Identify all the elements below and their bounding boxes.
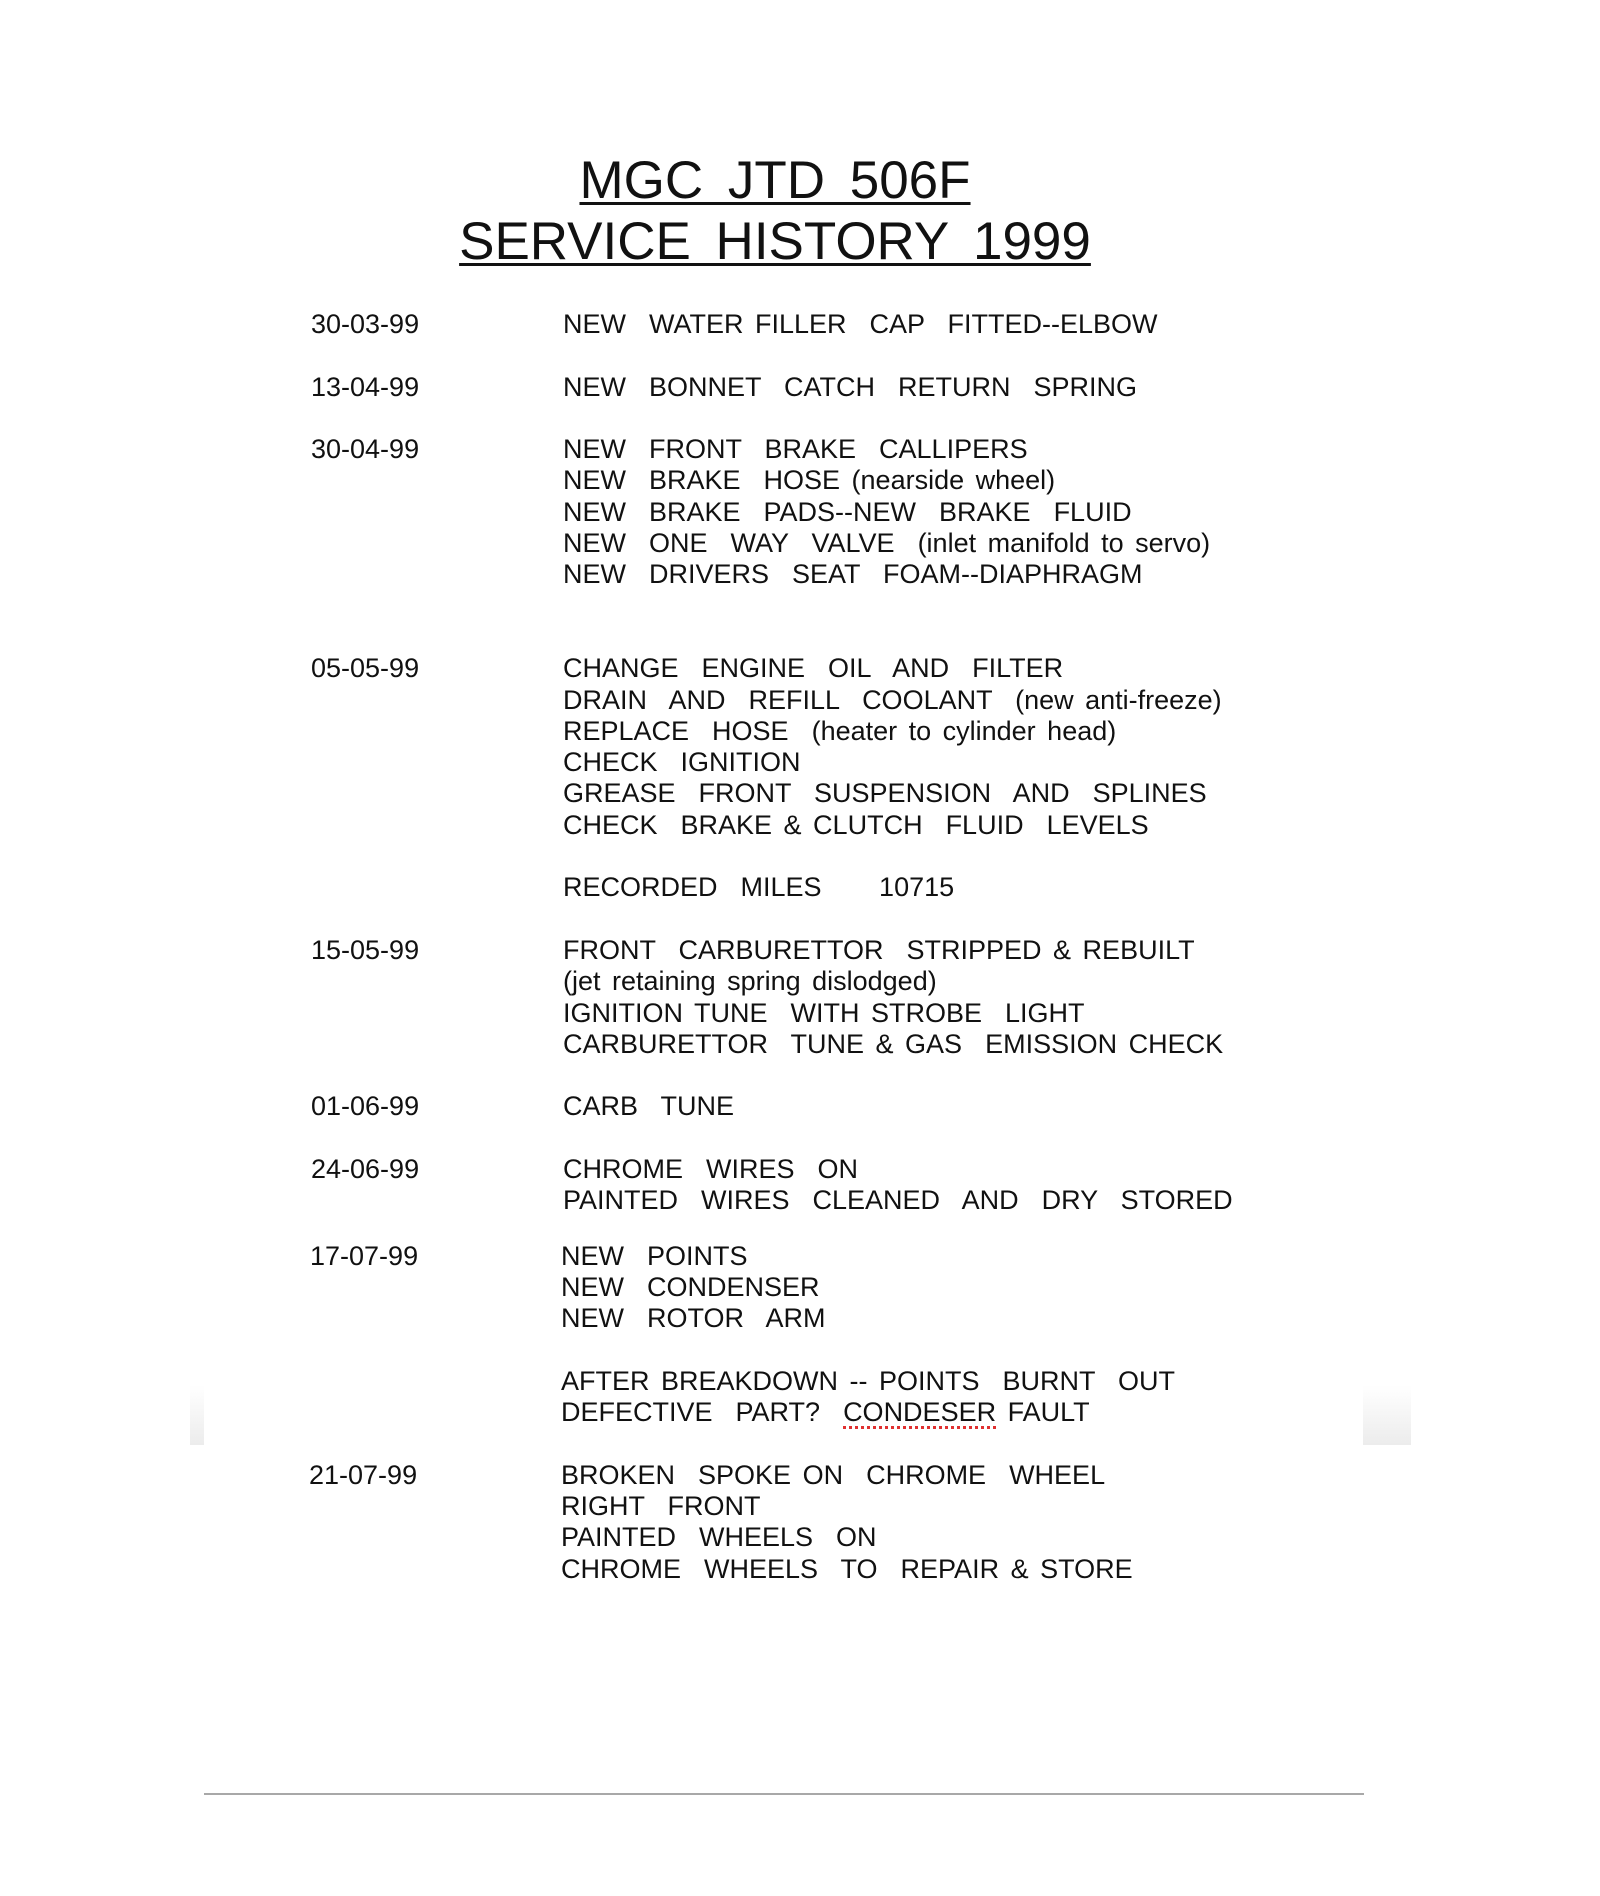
entry-date: 21-07-99	[309, 1459, 418, 1490]
service-log	[311, 309, 1311, 1585]
entry-date: 15-05-99	[311, 934, 420, 965]
service-entry	[311, 1460, 1311, 1585]
entry-line: NEW POINTS	[561, 1240, 748, 1271]
entry-date: 17-07-99	[310, 1240, 419, 1271]
entry-line: CARB TUNE	[563, 1091, 735, 1122]
entry-line: NEW DRIVERS SEAT FOAM--DIAPHRAGM	[563, 559, 1143, 590]
title-service-history: SERVICE HISTORY 1999	[459, 212, 1091, 271]
entry-line: NEW BRAKE HOSE (nearside wheel)	[563, 465, 1056, 496]
entry-line: NEW FRONT BRAKE CALLIPERS	[563, 434, 1028, 465]
service-entry	[311, 434, 1311, 590]
entry-line: NEW ONE WAY VALVE (inlet manifold to servo)	[563, 528, 1211, 559]
service-entry	[311, 1091, 1311, 1122]
misspelled-word: CONDESER	[843, 1397, 997, 1428]
service-entry	[311, 935, 1311, 1060]
entry-line: CHROME WIRES ON	[563, 1154, 859, 1185]
entry-line: IGNITION TUNE WITH STROBE LIGHT	[563, 997, 1085, 1028]
entry-date: 05-05-99	[311, 653, 420, 684]
defect-note-suffix: FAULT	[996, 1397, 1090, 1428]
entry-line: GREASE FRONT SUSPENSION AND SPLINES	[563, 778, 1207, 809]
entry-date: 30-04-99	[311, 434, 420, 465]
page-margin-shade-right	[1363, 1385, 1411, 1445]
entry-line: (jet retaining spring dislodged)	[563, 966, 937, 997]
entry-line: NEW CONDENSER	[561, 1271, 820, 1302]
entry-line: PAINTED WHEELS ON	[561, 1522, 877, 1553]
entry-line: CHECK BRAKE & CLUTCH FLUID LEVELS	[563, 809, 1149, 840]
entry-line: NEW BRAKE PADS--NEW BRAKE FLUID	[563, 496, 1132, 527]
entry-line: PAINTED WIRES CLEANED AND DRY STORED	[563, 1185, 1233, 1216]
entry-line: NEW ROTOR ARM	[561, 1303, 826, 1334]
defect-note-prefix: DEFECTIVE PART?	[561, 1397, 844, 1428]
entry-line: CHROME WHEELS TO REPAIR & STORE	[561, 1553, 1133, 1584]
document-title	[0, 150, 1550, 272]
service-entry	[311, 1241, 1311, 1429]
service-entry	[311, 1154, 1311, 1217]
footer-divider	[204, 1793, 1364, 1795]
entry-line: NEW WATER FILLER CAP FITTED--ELBOW	[563, 309, 1158, 339]
entry-date: 01-06-99	[311, 1091, 420, 1122]
entry-line: BROKEN SPOKE ON CHROME WHEEL	[561, 1459, 1106, 1490]
entry-line: DRAIN AND REFILL COOLANT (new anti-freeze)	[563, 684, 1222, 715]
recorded-miles: RECORDED MILES 10715	[563, 872, 955, 903]
entry-line: RIGHT FRONT	[561, 1490, 761, 1521]
breakdown-note: AFTER BREAKDOWN -- POINTS BURNT OUT	[561, 1365, 1176, 1396]
entry-date: 24-06-99	[311, 1154, 420, 1185]
title-vehicle: MGC JTD 506F	[579, 151, 971, 210]
entry-line: NEW BONNET CATCH RETURN SPRING	[563, 371, 1138, 402]
page-margin-shade-left	[190, 1385, 204, 1445]
entry-line: FRONT CARBURETTOR STRIPPED & REBUILT	[563, 934, 1195, 965]
service-entry	[311, 653, 1311, 903]
entry-date: 13-04-99	[311, 371, 420, 402]
service-entry	[311, 372, 1311, 403]
entry-line: CHECK IGNITION	[563, 747, 801, 778]
entry-line: CARBURETTOR TUNE & GAS EMISSION CHECK	[563, 1028, 1224, 1059]
entry-date: 30-03-99	[311, 309, 420, 339]
defect-note	[561, 1397, 1311, 1428]
entry-line: REPLACE HOSE (heater to cylinder head)	[563, 715, 1117, 746]
service-entry	[311, 309, 1311, 340]
entry-line: CHANGE ENGINE OIL AND FILTER	[563, 653, 1064, 684]
